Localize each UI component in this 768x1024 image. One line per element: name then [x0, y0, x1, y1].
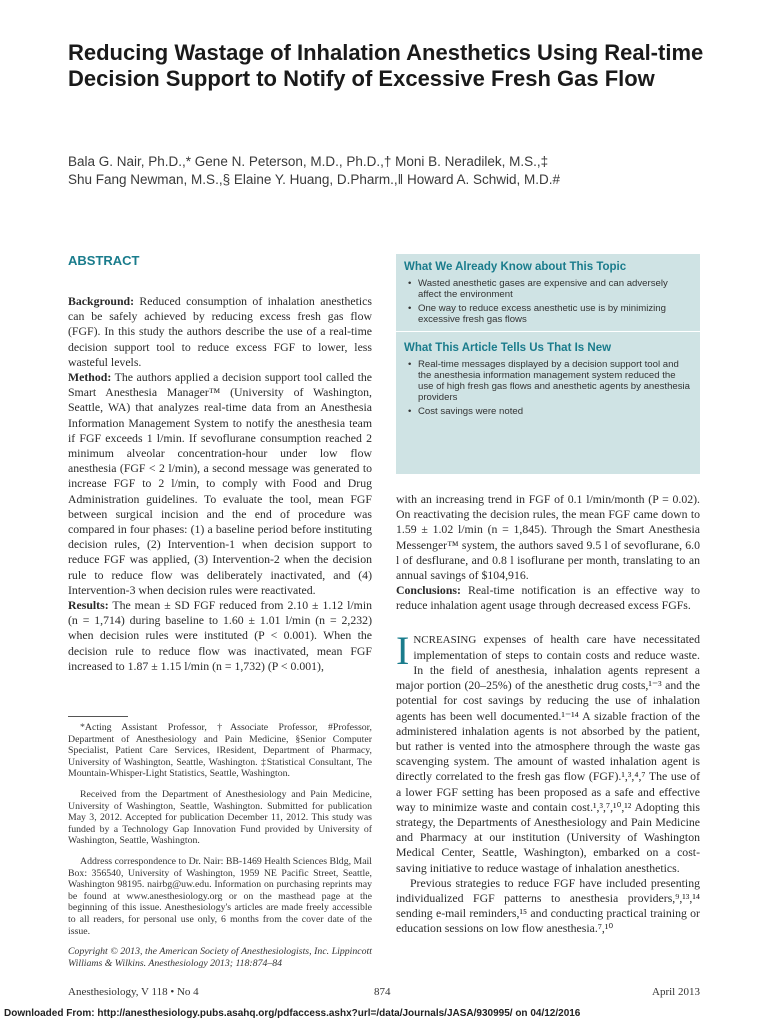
footnote-received: Received from the Department of Anesthesiology and Pain Medicine, University of Washington, Seattle, Washington. Submitted for publication May 3, 2012. Accepted for publication December 11, 2012. This study was funded by a Technology Gap Innovation Fund provided by University of Washington, Seattle, Washington. [68, 788, 372, 847]
key-points-box [396, 254, 700, 474]
abstract-background [68, 294, 372, 370]
footnotes [68, 722, 372, 969]
conclusions-label: Conclusions: [396, 583, 461, 598]
footnote-copyright: Copyright © 2013, the American Society of Anesthesiologists, Inc. Lippincott Williams & Wilkins. Anesthesiology 2013; 118:874–84 [68, 946, 372, 969]
footer-date: April 2013 [652, 986, 700, 998]
results-text: The mean ± SD FGF reduced from 2.10 ± 1.12 l/min (n = 1,714) during baseline to 1.60 ± 1.01 l/min (n = 2,232) when decision rules were instituted (P < 0.001). When the decision rule to reduce flow was inactivated, mean FGF increased to 1.87 ± 1.15 l/min (n = 1,732) (P < 0.001), [68, 598, 372, 673]
article-title: Reducing Wastage of Inhalation Anesthetics Using Real-time Decision Support to Notify of Excessive Fresh Gas Flow [68, 40, 704, 91]
intro-paragraph-2: Previous strategies to reduce FGF have included presenting individualized FGF patterns to anesthesia providers,⁹,¹³,¹⁴ sending e-mail reminders,¹⁵ and conducting practical training or education sessions on low flow anesthesia.⁷,¹⁰ [396, 875, 700, 936]
list-item: • One way to reduce excess anesthetic use is by minimizing excessive fresh gas flows [406, 303, 690, 325]
conclusions-text: Real-time notification is an effective way to reduce inhalation agent usage through decreased excess FGFs. [396, 583, 700, 613]
download-notice: Downloaded From: http://anesthesiology.pubs.asahq.org/pdfaccess.ashx?url=/data/Journals/JASA/930995/ on 04/12/2016 [4, 1008, 581, 1019]
intro-paragraph-1 [396, 627, 700, 876]
list-item: • Wasted anesthetic gases are expensive and can adversely affect the environment [406, 278, 690, 300]
background-label: Background: [68, 294, 134, 308]
abstract-results-continued: with an increasing trend in FGF of 0.1 l/min/month (P = 0.02). On reactivating the decision rules, the mean FGF came down to 1.59 ± 1.02 l/min (n = 1,845). Through the Smart Anesthesia Messenger™ system, the authors saved 9.5 l of sevoflurane, 6.0 l of desflurane, and 0.8 l isoflurane per month, translating to an annual savings of $104,916. [396, 492, 700, 583]
abstract-method [68, 370, 372, 598]
abstract-left-column [68, 294, 372, 674]
footnote-divider [68, 716, 128, 717]
author-line-2: Shu Fang Newman, M.S.,§ Elaine Y. Huang, D.Pharm.,‖ Howard A. Schwid, M.D.# [68, 172, 561, 187]
method-text: The authors applied a decision support tool called the Smart Anesthesia Manager™ (University of Washington, Seattle, WA) that analyzes real-time data from an Anesthesia Information Management System to notify the anesthesia team if FGF exceeds 1 l/min. If sevoflurane consumption reached 2 minimum alveolar concentration-hour under low flow anesthesia (FGF < 2 l/min), a second message was generated to increase FGF to 2 l/min, to comply with Food and Drug Administration guidelines. To evaluate the tool, mean FGF between surgical incision and the end of procedure was compared in four phases: (1) a baseline period before instituting decision rules, (2) Intervention-1 when decision support to reduce FGF was applied, (3) Intervention-2 when the decision rule to reduce flow was deliberately inactivated, and (4) Intervention-3 when decision rules were reactivated. [68, 370, 372, 597]
right-column [396, 492, 700, 937]
author-line-1: Bala G. Nair, Ph.D.,* Gene N. Peterson, M.D., Ph.D.,† Moni B. Neradilek, M.S.,‡ [68, 154, 549, 169]
abstract-results [68, 598, 372, 674]
box-heading-known: What We Already Know about This Topic [404, 261, 627, 273]
list-item: • Cost savings were noted [406, 406, 690, 417]
footnote-address: Address correspondence to Dr. Nair: BB-1469 Health Sciences Bldg, Mail Box: 356540, University of Washington, 1959 NE Pacific Street, Seattle, Washington 98195. nairbg@uw.edu. Information on purchasing reprints may be found at www.anesthesiology.org or on the masthead page at the beginning of this issue. Anesthesiology's articles are made freely accessible to all readers, for personal use only, 6 months from the cover date of the issue. [68, 855, 372, 937]
list-item: • Real-time messages displayed by a decision support tool and the anesthesia information management system reduced the use of high fresh gas flows and anesthetic agents by anesthesia providers [406, 359, 690, 403]
author-list [68, 153, 728, 189]
abstract-heading: ABSTRACT [68, 253, 140, 268]
drop-cap: I [396, 627, 410, 673]
footer-journal: Anesthesiology, V 118 • No 4 [68, 986, 199, 998]
footnote-affiliations: *Acting Assistant Professor, †Associate Professor, #Professor, Department of Anesthesiology and Pain Medicine, §Senior Computer Specialist, Patient Care Services, ‖Resident, Department of Pharmacy, University of Washington, Seattle, Washington. ‡Statistical Consultant, The Mountain-Whisper-Light Statistics, Seattle, Washington. [68, 722, 372, 780]
abstract-conclusions [396, 583, 700, 613]
results-label: Results: [68, 598, 109, 613]
method-label: Method: [68, 370, 112, 385]
background-text: Reduced consumption of inhalation anesthetics can be safely achieved by reducing excess fresh gas flow (FGF). In this study the authors describe the use of a real-time decision support tool to reduce excess FGF to lower, less wasteful levels. [68, 294, 372, 369]
box-heading-new: What This Article Tells Us That Is New [404, 342, 612, 354]
box-list-known [396, 273, 700, 325]
intro-paragraph-1-text: expenses of health care have necessitated implementation of steps to contain costs and reduce waste. In the field of anesthesia, inhalation agents represent a major portion (20–25%) of the anesthetic drug costs,¹⁻³ and the potential for cost savings by reducing the use of inhalation agents has been well documented.¹⁻¹⁴ A sizable fraction of the administered inhalation agents is not absorbed by the patient, but rather is vented into the atmosphere through the waste gas scavenging system. The amount of wasted inhalation agent is directly correlated to the fresh gas flow (FGF).¹,³,⁴,⁷ The use of a lower FGF setting has been proposed as a safe and effective way to minimize waste and contain cost.¹,³,⁷,¹⁰,¹² Adopting this strategy, the Departments of Anesthesiology and Pain Medicine and Pharmacy at our institution (University of Washington Medical Center, Seattle, Washington), embarked on a cost-saving initiative to reduce wastage of inhalation anesthetics. [396, 631, 700, 875]
footer-page-number: 874 [374, 986, 391, 998]
box-list-new [396, 354, 700, 417]
first-word: NCREASING [413, 633, 477, 646]
page-footer [68, 986, 700, 1002]
